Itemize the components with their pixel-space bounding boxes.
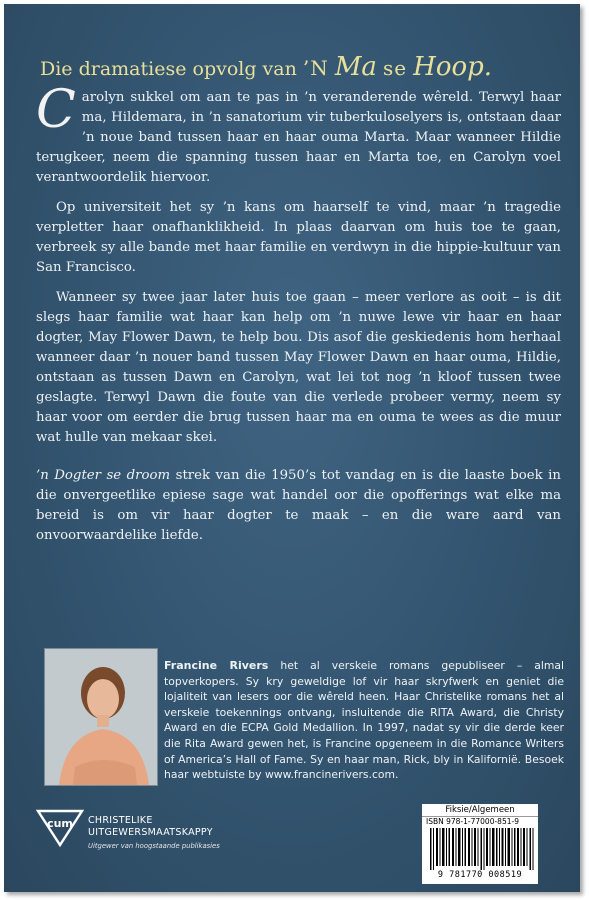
- blurb-paragraph-4-text: strek van die 1950’s tot vandag en is die laaste boek in die onvergeetlike epiese sage wat handel oor die opofferings wat elke ma bereid is om vir haar dogter te maak – en die ware aard van onvoorwaardelike liefde.: [36, 468, 561, 543]
- headline: [40, 52, 560, 82]
- headline-article: ’N: [302, 56, 329, 80]
- author-bio-text: het al verskeie romans gepubliseer – almal topverkopers. Sy kry geweldige lof vir haar skryfwerk en geniet die lojaliteit van lesers oor die wêreld heen. Haar Christelike romans het al verskeie toekennings ontvang, insluitende die RITA Award, die Christy Award en die ECPA Gold Medallion. In 1997, nadat sy vir die derde keer die Rita Award gewen het, is Francine opgeneem in die Romance Writers of America’s Hall of Fame. Sy en haar man, Rick, bly in Kalifornië. Besoek haar webtuiste by www.francinerivers.com.: [164, 659, 565, 782]
- author-photo: [44, 648, 158, 786]
- publisher-name-line1: CHRISTELIKE: [88, 815, 153, 826]
- publisher-logo-text: cum: [47, 817, 73, 830]
- publisher-block: [36, 807, 236, 857]
- book-title: ’n Dogter se droom: [36, 468, 171, 483]
- drop-cap: C: [36, 80, 76, 140]
- author-name: Francine Rivers: [164, 659, 269, 672]
- blurb-paragraph-4: [36, 466, 561, 546]
- headline-title-se: se: [382, 56, 408, 80]
- isbn-text: ISBN 978-1-77000-851-9: [426, 817, 519, 826]
- blurb-paragraph-2: Op universiteit het sy ’n kans om haarself te vind, maar ’n tragedie verpletter haar onafhanklikheid. In plaas daarvan om huis toe te gaan, verbreek sy alle bande met haar familie en verdwyn in die hippie-kultuur van San Francisco.: [36, 200, 561, 275]
- headline-title-hoop: Hoop.: [413, 52, 493, 82]
- blurb-paragraph-3: Wanneer sy twee jaar later huis toe gaan – meer verlore as ooit – is dit slegs haar familie wat haar kan help om ’n nuwe lewe vir haar en haar dogter, May Flower Dawn, te help bou. Dis asof die geskiedenis hom herhaal wanneer daar ’n nouer band tussen May Flower Dawn en haar ouma, Hildie, ontstaan as tussen Dawn en Carolyn, wat lei tot nog ’n kloof tussen twee geslagte. Terwyl Dawn die foute van die verlede probeer vermy, neem sy haar voor om eerder die brug tussen haar ma en ouma te wees as die muur wat hulle van mekaar skei.: [36, 290, 561, 445]
- barcode-digits: 9 781770 008519: [437, 870, 523, 880]
- publisher-name-line2: UITGEWERSMAATSKAPPY: [88, 827, 213, 838]
- blurb-text: [36, 80, 561, 556]
- category-label: Fiksie/Algemeen: [422, 804, 538, 817]
- blurb-paragraph-1-text: arolyn sukkel om aan te pas in ’n veranderende wêreld. Terwyl haar ma, Hildemara, in ’n sanatorium vir tuberkuloselyers is, ontstaan daar ’n noue band tussen haar en haar ouma Marta. Maar wanneer Hildie terugkeer, neem die spanning tussen haar en Marta toe, en Carolyn voel verantwoordelik hiervoor.: [36, 90, 561, 185]
- headline-lead: Die dramatiese opvolg van: [40, 58, 303, 80]
- publisher-logo-icon: [36, 809, 84, 847]
- barcode-icon: [430, 828, 534, 870]
- barcode-sticker: [422, 804, 538, 884]
- author-portrait-illustration: [45, 649, 157, 785]
- back-cover: [4, 4, 580, 892]
- author-bio: [164, 658, 564, 783]
- headline-title-ma: Ma: [334, 52, 377, 82]
- blurb-paragraph-1: [36, 80, 561, 188]
- publisher-tagline: Uitgewer van hoogstaande publikasies: [88, 842, 220, 850]
